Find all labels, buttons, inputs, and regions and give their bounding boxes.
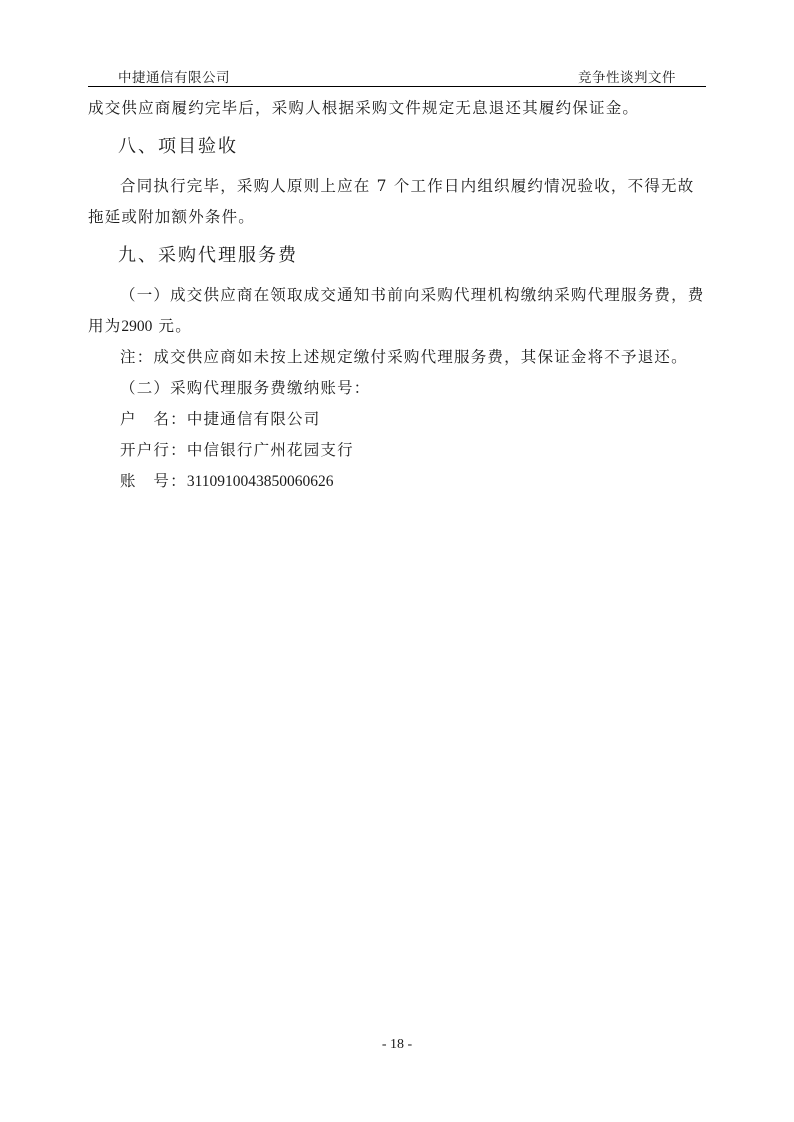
bank-row: [88, 435, 708, 466]
page-header: [88, 64, 706, 87]
paragraph-fee: [88, 280, 708, 342]
paragraph-note: 注：成交供应商如未按上述规定缴付采购代理服务费，其保证金将不予退还。: [120, 348, 688, 366]
account-name-value: 中捷通信有限公司: [186, 410, 321, 428]
header-company: 中捷通信有限公司: [118, 70, 230, 86]
header-doc-type: 竞争性谈判文件: [578, 70, 676, 86]
account-heading: （二）采购代理服务费缴纳账号：: [120, 379, 371, 397]
account-number-row: [88, 466, 708, 497]
bank-value: 中信银行广州花园支行: [186, 441, 354, 459]
section-heading-acceptance: 八、项目验收: [118, 136, 238, 157]
paragraph-refund: 成交供应商履约完毕后，采购人根据采购文件规定无息退还其履约保证金。: [88, 99, 640, 117]
fee-unit: 元。: [152, 317, 192, 335]
page-content: [88, 93, 708, 497]
account-number-label: 账 号：: [120, 472, 187, 490]
fee-amount: 2900: [121, 318, 153, 335]
bank-label: 开户行：: [120, 441, 187, 459]
account-name-row: [88, 404, 708, 435]
page-number: - 18 -: [381, 1037, 413, 1052]
account-number-value: 3110910043850060626: [186, 473, 334, 490]
paragraph-acceptance: 合同执行完毕，采购人原则上应在 7 个工作日内组织履约情况验收，不得无故拖延或附加额外条件。: [88, 177, 695, 226]
section-heading-agency-fee: 九、采购代理服务费: [118, 245, 298, 266]
account-name-label: 户 名：: [120, 410, 187, 428]
fee-text: （一）成交供应商在领取成交通知书前向采购代理机构缴纳采购代理服务费，费用为: [88, 286, 705, 335]
